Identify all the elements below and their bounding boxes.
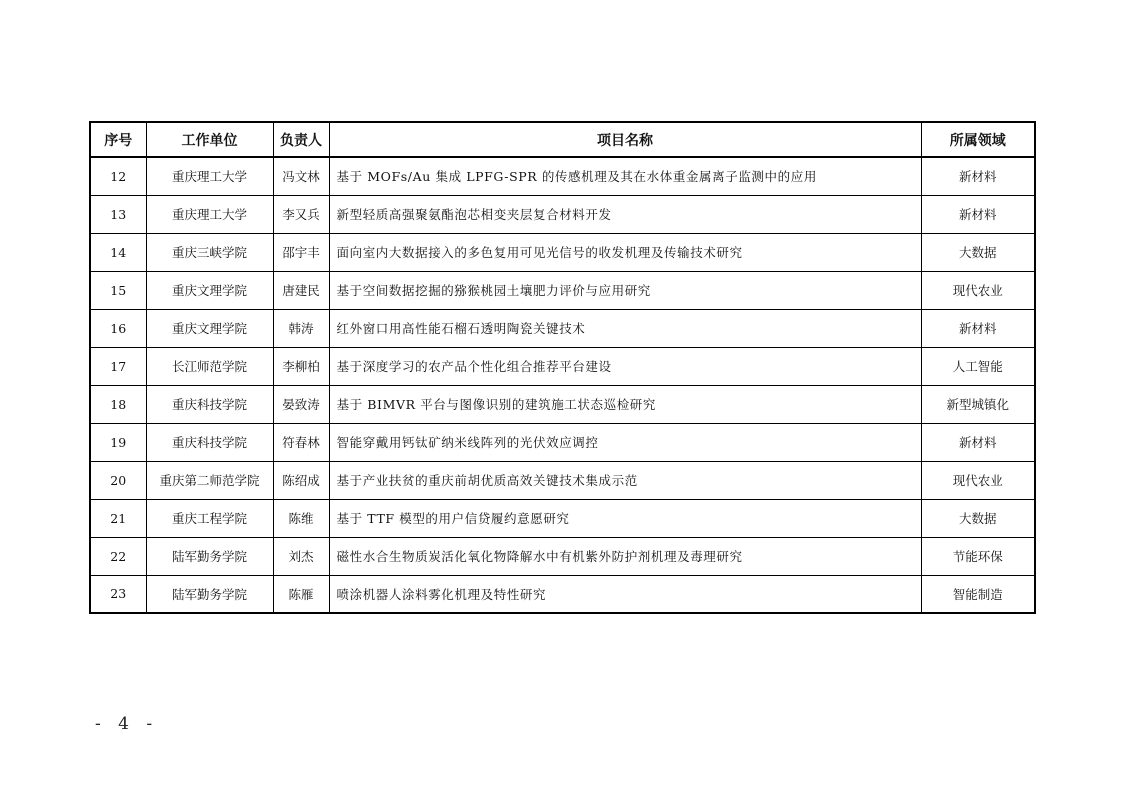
- cell-field: 大数据: [921, 233, 1035, 271]
- cell-title: 基于 TTF 模型的用户信贷履约意愿研究: [329, 499, 921, 537]
- cell-leader: 李柳柏: [273, 347, 329, 385]
- table-row: [90, 309, 1035, 347]
- cell-leader: 符春林: [273, 423, 329, 461]
- header-leader: 负责人: [273, 122, 329, 157]
- cell-leader: 冯文林: [273, 157, 329, 195]
- cell-field: 新材料: [921, 423, 1035, 461]
- header-field: 所属领域: [921, 122, 1035, 157]
- cell-leader: 韩涛: [273, 309, 329, 347]
- cell-title: 面向室内大数据接入的多色复用可见光信号的收发机理及传输技术研究: [329, 233, 921, 271]
- cell-title: 基于 MOFs/Au 集成 LPFG-SPR 的传感机理及其在水体重金属离子监测中的应用: [329, 157, 921, 195]
- cell-field: 人工智能: [921, 347, 1035, 385]
- table-row: [90, 575, 1035, 613]
- table-row: [90, 271, 1035, 309]
- cell-unit: 重庆科技学院: [146, 423, 273, 461]
- cell-title: 基于 BIMVR 平台与图像识别的建筑施工状态巡检研究: [329, 385, 921, 423]
- cell-unit: 重庆第二师范学院: [146, 461, 273, 499]
- cell-unit: 陆军勤务学院: [146, 575, 273, 613]
- cell-leader: 陈雁: [273, 575, 329, 613]
- cell-field: 智能制造: [921, 575, 1035, 613]
- cell-index: 20: [90, 461, 146, 499]
- cell-leader: 刘杰: [273, 537, 329, 575]
- table-row: [90, 461, 1035, 499]
- table-row: [90, 157, 1035, 195]
- header-title: 项目名称: [329, 122, 921, 157]
- cell-index: 22: [90, 537, 146, 575]
- header-unit: 工作单位: [146, 122, 273, 157]
- cell-unit: 长江师范学院: [146, 347, 273, 385]
- cell-unit: 重庆文理学院: [146, 309, 273, 347]
- table-body: [90, 157, 1035, 613]
- cell-unit: 陆军勤务学院: [146, 537, 273, 575]
- cell-leader: 晏致涛: [273, 385, 329, 423]
- cell-index: 14: [90, 233, 146, 271]
- cell-field: 大数据: [921, 499, 1035, 537]
- table-row: [90, 195, 1035, 233]
- cell-field: 现代农业: [921, 271, 1035, 309]
- cell-field: 新材料: [921, 195, 1035, 233]
- cell-index: 21: [90, 499, 146, 537]
- cell-index: 15: [90, 271, 146, 309]
- cell-index: 13: [90, 195, 146, 233]
- cell-title: 智能穿戴用钙钛矿纳米线阵列的光伏效应调控: [329, 423, 921, 461]
- cell-index: 18: [90, 385, 146, 423]
- project-table: [89, 121, 1036, 614]
- cell-title: 基于产业扶贫的重庆前胡优质高效关键技术集成示范: [329, 461, 921, 499]
- cell-unit: 重庆文理学院: [146, 271, 273, 309]
- page-number: - 4 -: [95, 714, 159, 734]
- cell-leader: 唐建民: [273, 271, 329, 309]
- cell-unit: 重庆科技学院: [146, 385, 273, 423]
- cell-title: 基于深度学习的农产品个性化组合推荐平台建设: [329, 347, 921, 385]
- cell-field: 现代农业: [921, 461, 1035, 499]
- cell-index: 19: [90, 423, 146, 461]
- cell-index: 17: [90, 347, 146, 385]
- cell-title: 红外窗口用高性能石榴石透明陶瓷关键技术: [329, 309, 921, 347]
- table-header-row: [90, 122, 1035, 157]
- cell-field: 新型城镇化: [921, 385, 1035, 423]
- table-row: [90, 499, 1035, 537]
- cell-title: 喷涂机器人涂料雾化机理及特性研究: [329, 575, 921, 613]
- cell-leader: 陈绍成: [273, 461, 329, 499]
- cell-unit: 重庆三峡学院: [146, 233, 273, 271]
- cell-title: 新型轻质高强聚氨酯泡芯相变夹层复合材料开发: [329, 195, 921, 233]
- table-row: [90, 385, 1035, 423]
- cell-unit: 重庆理工大学: [146, 195, 273, 233]
- table-row: [90, 537, 1035, 575]
- table-row: [90, 423, 1035, 461]
- table-row: [90, 233, 1035, 271]
- cell-leader: 邵宇丰: [273, 233, 329, 271]
- cell-index: 16: [90, 309, 146, 347]
- table-row: [90, 347, 1035, 385]
- cell-unit: 重庆工程学院: [146, 499, 273, 537]
- cell-index: 23: [90, 575, 146, 613]
- cell-index: 12: [90, 157, 146, 195]
- header-index: 序号: [90, 122, 146, 157]
- cell-title: 磁性水合生物质炭活化氧化物降解水中有机紫外防护剂机理及毒理研究: [329, 537, 921, 575]
- cell-leader: 陈维: [273, 499, 329, 537]
- cell-field: 新材料: [921, 157, 1035, 195]
- cell-leader: 李又兵: [273, 195, 329, 233]
- cell-title: 基于空间数据挖掘的猕猴桃园土壤肥力评价与应用研究: [329, 271, 921, 309]
- cell-field: 节能环保: [921, 537, 1035, 575]
- cell-unit: 重庆理工大学: [146, 157, 273, 195]
- cell-field: 新材料: [921, 309, 1035, 347]
